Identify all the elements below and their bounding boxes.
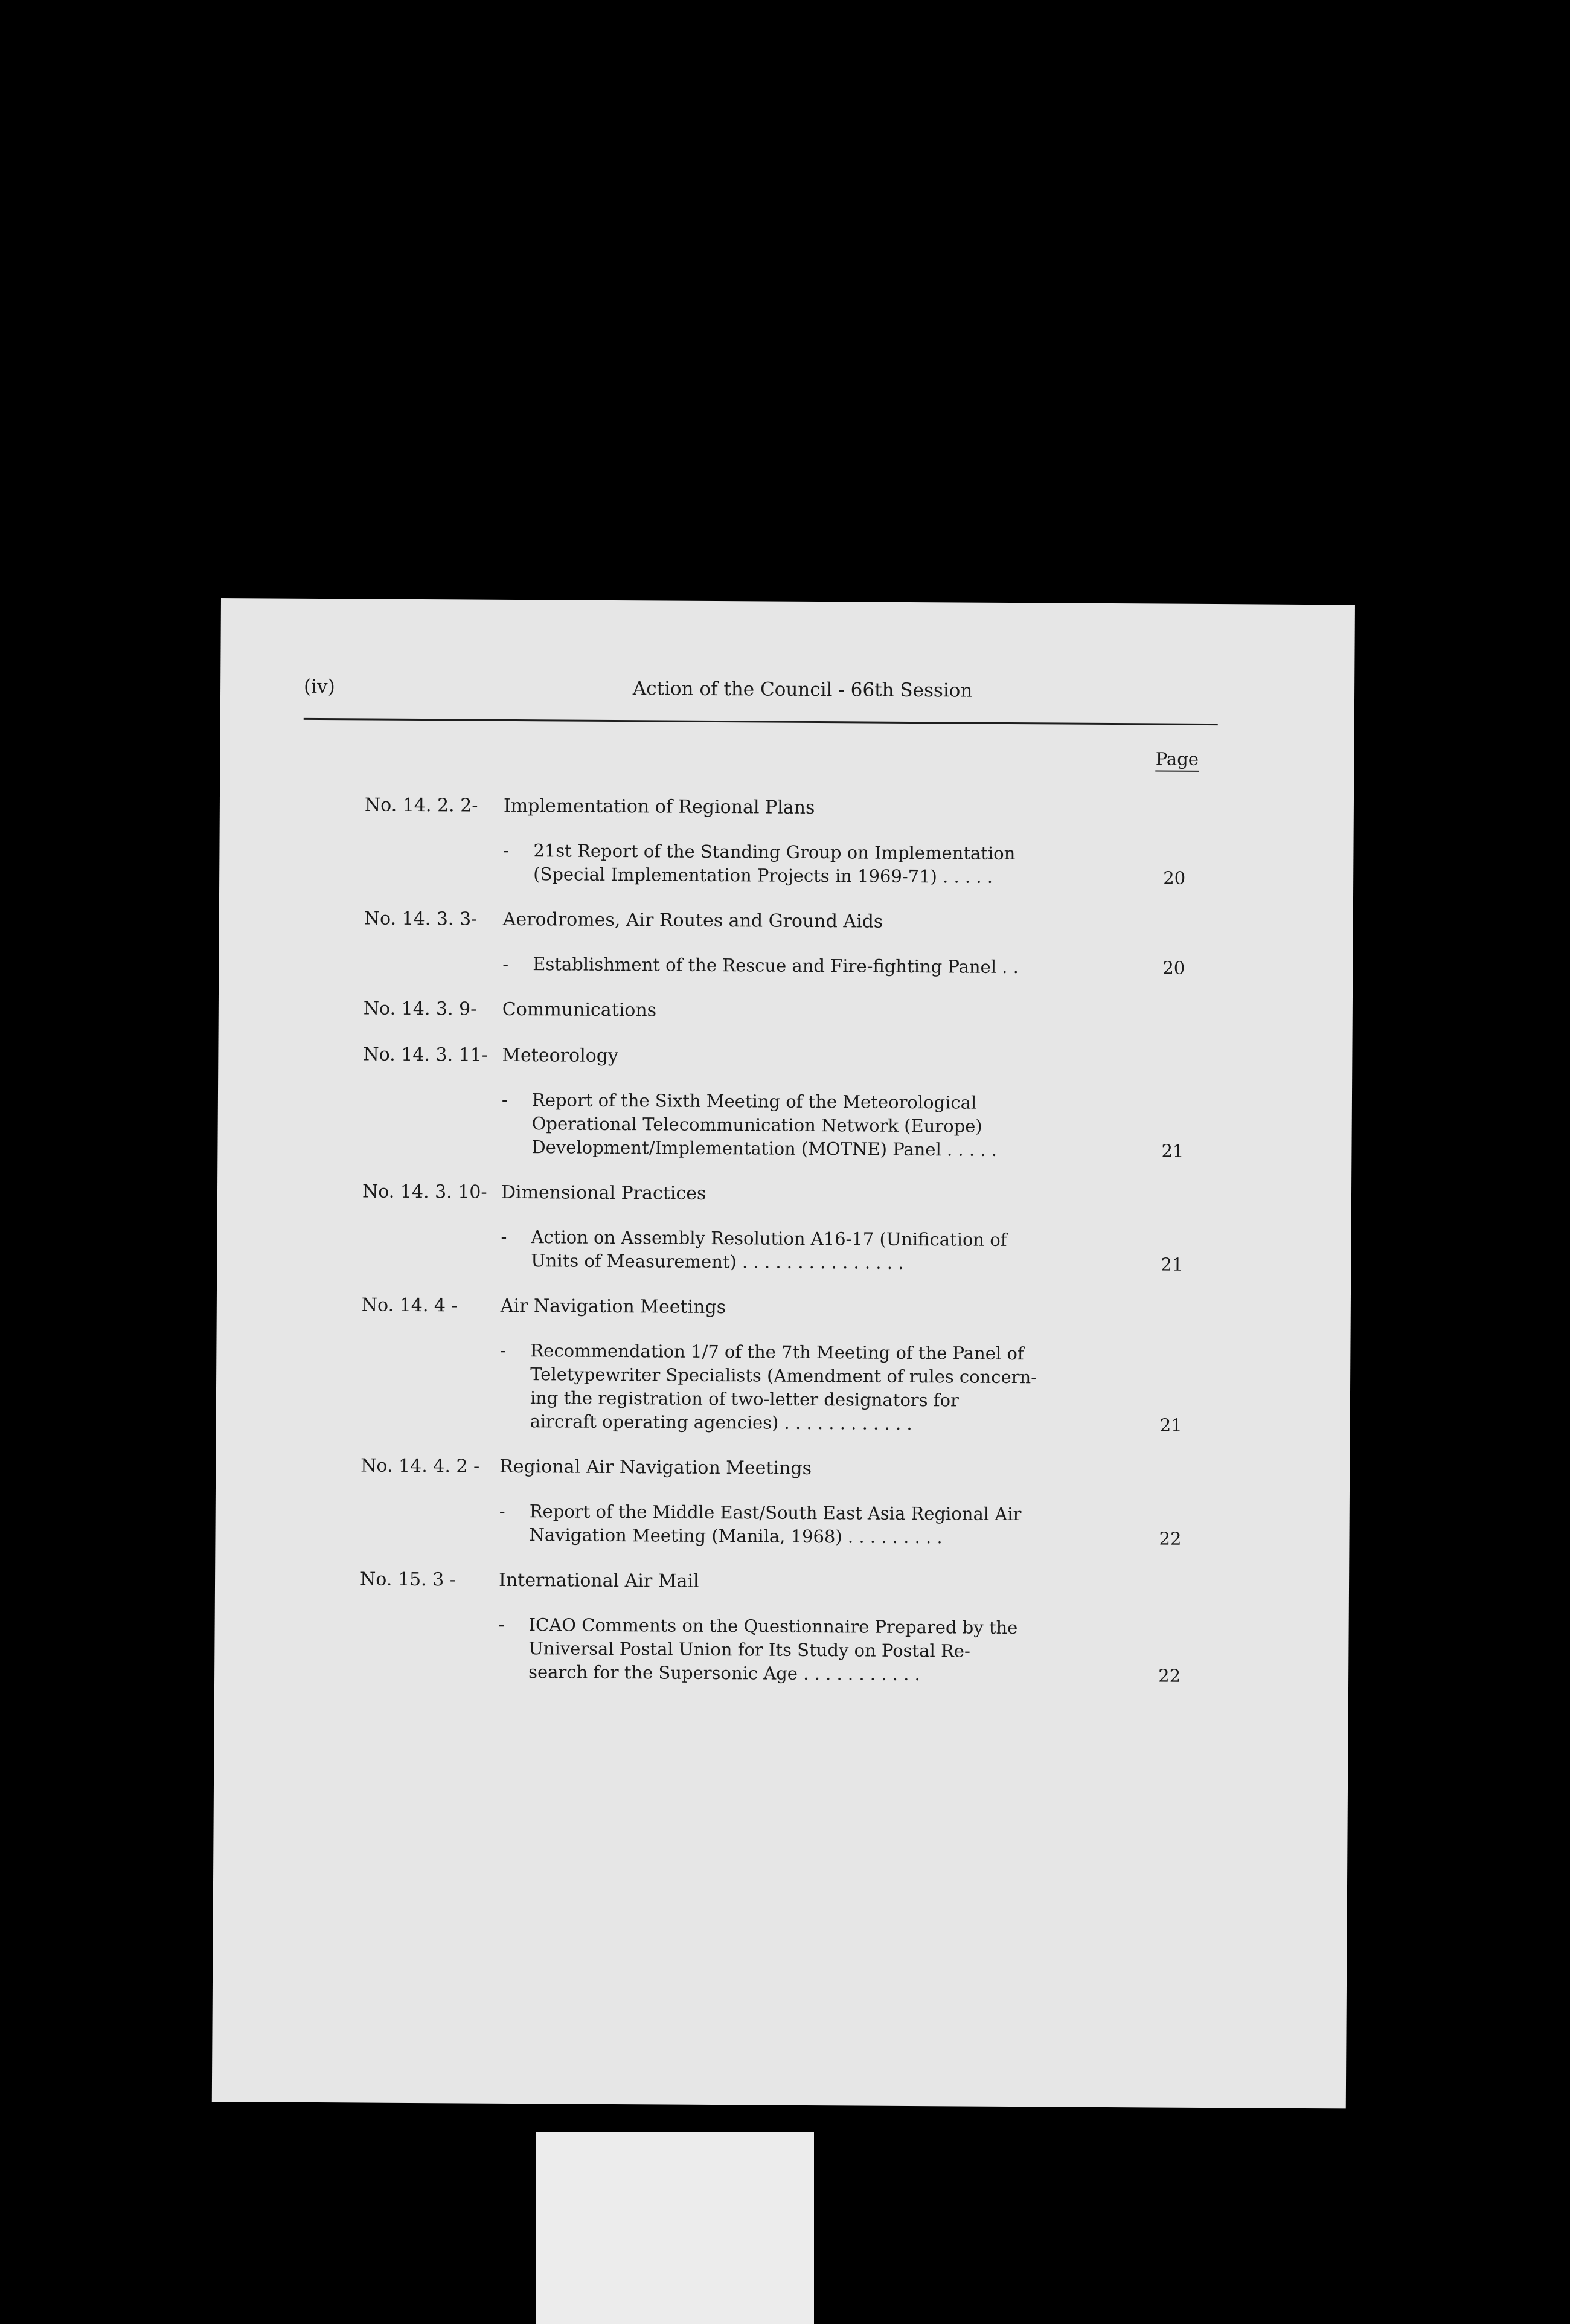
section-heading bbox=[364, 907, 1210, 936]
header-divider bbox=[304, 718, 1218, 725]
page-column-heading-label: Page bbox=[1156, 748, 1199, 771]
section-title: Regional Air Navigation Meetings bbox=[499, 1456, 812, 1480]
entry-page-number: 22 bbox=[1159, 1528, 1182, 1549]
entry-page-number: 21 bbox=[1159, 1414, 1182, 1436]
entry-text: ICAO Comments on the Questionnaire Prepared by the Universal Postal Union for Its Study on Postal Re- search for the Supersonic Age . . . . . . . . . . . bbox=[528, 1614, 1018, 1685]
entry-page-number: 20 bbox=[1162, 957, 1185, 978]
section-number: No. 14. 3. 3- bbox=[364, 908, 478, 930]
toc-section bbox=[364, 907, 1210, 980]
section-heading bbox=[363, 1042, 1208, 1072]
entry-page-number: 21 bbox=[1161, 1140, 1184, 1161]
section-heading bbox=[360, 1454, 1206, 1483]
toc-entry bbox=[360, 1498, 1205, 1551]
entry-dash: - bbox=[501, 1089, 508, 1110]
entry-text: 21st Report of the Standing Group on Implementation (Special Implementation Projects in 1969-71) . . . . . bbox=[533, 840, 1016, 887]
page-number: (iv) bbox=[303, 675, 335, 698]
toc-section bbox=[364, 793, 1210, 890]
entry-text: Report of the Middle East/South East Asia Regional Air Navigation Meeting (Manila, 1968) . . . . . . . . . bbox=[529, 1501, 1022, 1548]
entry-text: Report of the Sixth Meeting of the Meteorological Operational Telecommunication Network (Europe) Development/Implementation (MOTNE) Panel . . . . . bbox=[531, 1090, 998, 1160]
section-number: No. 14. 3. 11- bbox=[363, 1044, 489, 1066]
entry-text: Action on Assembly Resolution A16-17 (Unification of Units of Measurement) . . . . . . . . . . . . . . . bbox=[531, 1227, 1007, 1273]
toc-section bbox=[362, 1042, 1208, 1163]
section-title: Communications bbox=[502, 998, 657, 1021]
entry-text: Recommendation 1/7 of the 7th Meeting of the Panel of Teletypewriter Specialists (Amendment of rules concern- ing the registration of two-letter designators for aircraft operating agencies) . . . . . . . . . . . . bbox=[530, 1340, 1037, 1434]
section-heading bbox=[362, 1180, 1208, 1209]
section-heading bbox=[364, 997, 1209, 1026]
document-page bbox=[212, 598, 1355, 2108]
section-number: No. 14. 3. 9- bbox=[363, 998, 477, 1020]
entry-dash: - bbox=[500, 1340, 507, 1361]
entry-page-number: 22 bbox=[1158, 1665, 1181, 1686]
entry-dash: - bbox=[502, 953, 509, 974]
toc-entry bbox=[362, 1224, 1207, 1277]
table-of-contents bbox=[359, 793, 1210, 1710]
toc-section bbox=[362, 1180, 1208, 1277]
section-number: No. 15. 3 - bbox=[359, 1568, 457, 1591]
section-title: Meteorology bbox=[502, 1044, 619, 1067]
section-heading bbox=[360, 1567, 1205, 1597]
toc-section bbox=[360, 1454, 1206, 1551]
section-heading bbox=[362, 1293, 1207, 1323]
toc-section bbox=[364, 997, 1209, 1026]
toc-section bbox=[359, 1567, 1205, 1688]
section-title: Aerodromes, Air Routes and Ground Aids bbox=[502, 908, 883, 932]
entry-dash: - bbox=[499, 1500, 505, 1521]
page-title: Action of the Council - 66th Session bbox=[632, 678, 973, 702]
toc-entry bbox=[359, 1612, 1205, 1688]
toc-entry bbox=[362, 1087, 1208, 1163]
page-column-heading bbox=[1144, 748, 1210, 769]
section-title: Dimensional Practices bbox=[501, 1181, 706, 1204]
entry-dash: - bbox=[501, 1226, 507, 1247]
section-title: Air Navigation Meetings bbox=[500, 1295, 726, 1318]
toc-entry bbox=[364, 838, 1210, 890]
toc-entry bbox=[361, 1338, 1207, 1437]
section-number: No. 14. 4 - bbox=[361, 1294, 458, 1317]
paper-scrap bbox=[536, 2132, 814, 2324]
entry-text: Establishment of the Rescue and Fire-fighting Panel . . bbox=[533, 954, 1019, 978]
entry-page-number: 20 bbox=[1163, 867, 1186, 888]
entry-dash: - bbox=[498, 1614, 505, 1635]
section-heading bbox=[365, 793, 1210, 823]
section-number: No. 14. 2. 2- bbox=[364, 794, 478, 817]
section-number: No. 14. 4. 2 - bbox=[360, 1455, 480, 1477]
entry-dash: - bbox=[503, 839, 510, 861]
section-title: Implementation of Regional Plans bbox=[503, 795, 815, 819]
toc-section bbox=[361, 1293, 1207, 1437]
section-title: International Air Mail bbox=[498, 1569, 699, 1592]
toc-entry bbox=[364, 951, 1209, 980]
entry-page-number: 21 bbox=[1161, 1254, 1184, 1275]
section-number: No. 14. 3. 10- bbox=[362, 1181, 487, 1203]
